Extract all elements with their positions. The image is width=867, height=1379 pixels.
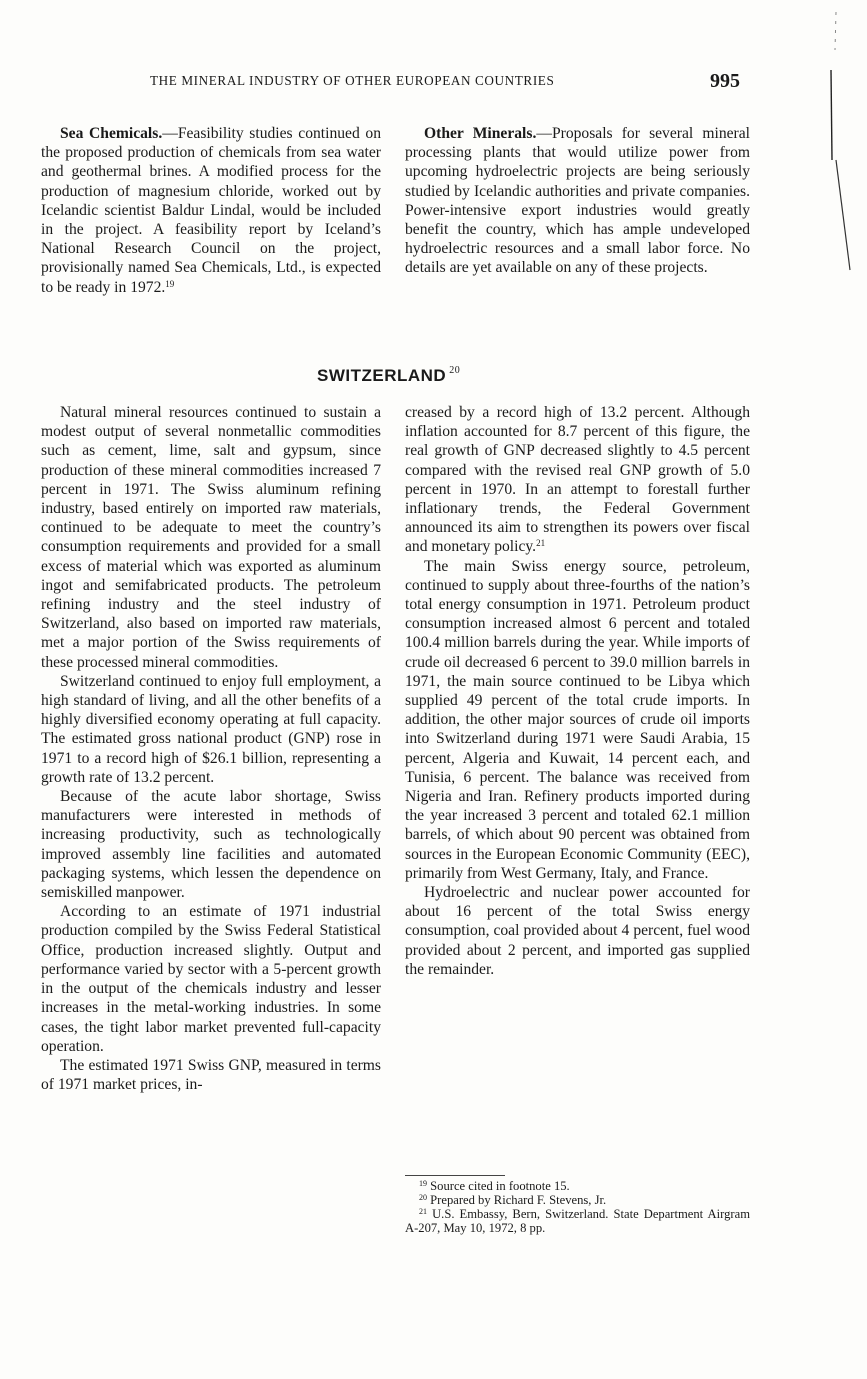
footnote-ref-20[interactable]: 20 [449, 365, 461, 376]
switzerland-right-column [405, 403, 750, 979]
paragraph-employment: Switzerland continued to enjoy full employment, a high standard of living, and all the other benefits of a highly diversified economy operating at full capacity. The estimated gross national product (GNP) rose in 1971 to a record high of $26.1 billion, representing a growth rate of 13.2 percent. [41, 672, 381, 786]
paragraph-mineral-resources: Natural mineral resources continued to sustain a modest output of several nonmetallic commodities such as cement, lime, salt and gypsum, since production of these mineral commodities increased 7 percent in 1971. The Swiss aluminum refining industry, based entirely on imported raw materials, continued to be adequate to meet the country’s consumption requirements and provided for a small excess of material which was exported as aluminum ingot and semifabricated products. The petroleum refining industry and the steel industry of Switzerland, also based on imported raw materials, met a major portion of the Swiss requirements of these processed mineral commodities. [41, 404, 381, 671]
section-title-text: SWITZERLAND [317, 366, 447, 385]
switzerland-left-column [41, 403, 381, 1094]
footnote-text: U.S. Embassy, Bern, Switzerland. State Department Airgram A-207, May 10, 1972, 8 pp. [405, 1207, 750, 1235]
footnote-ref-19[interactable]: 19 [165, 278, 175, 289]
sea-chemicals-text: —Feasibility studies continued on the proposed production of chemicals from sea water and geothermal brines. A modified process for the production of magnesium chloride, worked out by Icelandic scientist Baldur Lindal, would be included in the project. A feasibility report by Iceland’s National Research Council on the project, provisionally named Sea Chemicals, Ltd., is expected to be ready in 1972. [41, 125, 382, 296]
footnote-rule [405, 1175, 505, 1176]
footnotes [405, 1175, 750, 1235]
iceland-sea-chemicals-column [41, 124, 381, 297]
paragraph-hydroelectric: Hydroelectric and nuclear power accounted for about 16 percent of the total Swiss energy consumption, coal provided about 4 percent, fuel wood provided about 2 percent, and imported gas supplied the remainder. [405, 884, 750, 978]
footnote-number: 21 [419, 1207, 427, 1216]
footnote-number: 20 [419, 1193, 427, 1202]
footnote-21 [405, 1207, 750, 1235]
footnote-text: Prepared by Richard F. Stevens, Jr. [430, 1193, 607, 1207]
other-minerals-text: —Proposals for several mineral processing plants that would utilize power from upcoming hydroelectric projects are being seriously studied by Icelandic authorities and private companies. Power-intensive export industries would greatly benefit the country, which has ample undeveloped hydroelectric resources and a small labor force. No details are yet available on any of these projects. [405, 125, 750, 277]
other-minerals-heading: Other Minerals. [424, 125, 537, 142]
footnote-20 [405, 1193, 750, 1207]
running-header: THE MINERAL INDUSTRY OF OTHER EUROPEAN COUNTRIES [150, 73, 555, 88]
gnp-continued-text: creased by a record high of 13.2 percent. Although inflation accounted for 8.7 percent of this figure, the real growth of GNP decreased slightly to 4.5 percent compared with the revised real GNP growth of 5.0 percent in 1970. In an attempt to forestall further inflationary trends, the Federal Government announced its aim to strengthen its powers over fiscal and monetary policy. [405, 404, 750, 556]
paragraph-gnp-continued [405, 403, 750, 557]
footnote-number: 19 [419, 1179, 427, 1188]
paragraph-industrial-production: According to an estimate of 1971 industrial production compiled by the Swiss Federal Statistical Office, production increased slightly. Output and performance varied by sector with a 5-percent growth in the output of the chemicals industry and lesser increases in the metal-working industries. In some cases, the tight labor market prevented full-capacity operation. [41, 903, 381, 1055]
paragraph-gnp-start: The estimated 1971 Swiss GNP, measured in terms of 1971 market prices, in- [41, 1056, 381, 1094]
sea-chemicals-heading: Sea Chemicals. [60, 125, 163, 142]
footnote-19 [405, 1179, 750, 1193]
footnote-text: Source cited in footnote 15. [430, 1179, 570, 1193]
iceland-other-minerals-column [405, 124, 750, 278]
page-number: 995 [710, 70, 740, 92]
footnote-ref-21[interactable]: 21 [536, 538, 546, 549]
other-minerals-paragraph [405, 124, 750, 278]
scan-edge-marks [828, 10, 858, 280]
paragraph-energy-petroleum: The main Swiss energy source, petroleum, continued to supply about three-fourths of the nation’s total energy consumption in 1971. Petroleum product consumption increased almost 6 percent and totaled 100.4 million barrels during the year. While imports of crude oil decreased 6 percent to 39.0 million barrels in 1971, the main source continued to be Libya which supplied 49 percent of the total crude imports. In addition, the other major sources of crude oil imports into Switzerland during 1971 were Saudi Arabia, 15 percent, Algeria and Kuwait, 14 percent each, and Tunisia, 6 percent. The balance was received from Nigeria and Iran. Refinery products imported during the year increased 3 percent and totaled 62.1 million barrels, of which about 90 percent was obtained from sources in the European Economic Community (EEC), primarily from West Germany, Italy, and France. [405, 557, 750, 882]
paragraph-labor-shortage: Because of the acute labor shortage, Swiss manufacturers were interested in methods of increasing productivity, such as technologically improved assembly line facilities and automated packaging systems, which lessen the dependence on semiskilled manpower. [41, 788, 381, 902]
section-title-switzerland [317, 366, 460, 386]
sea-chemicals-paragraph [41, 124, 381, 297]
